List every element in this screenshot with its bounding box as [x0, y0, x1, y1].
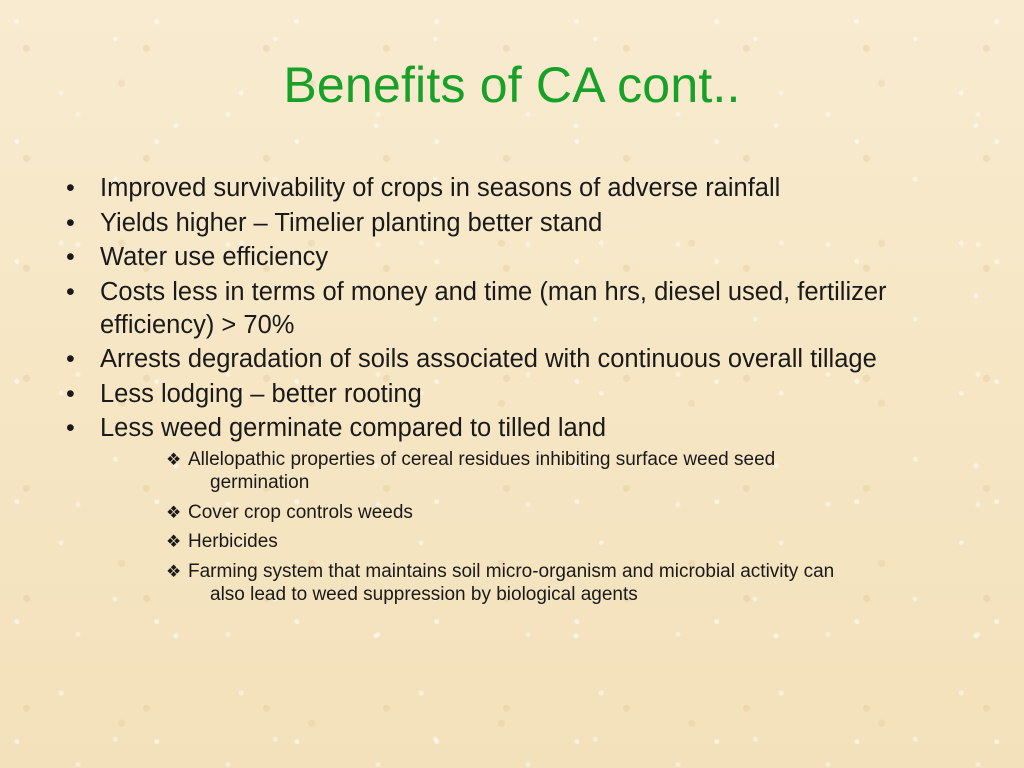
bullet-icon: • [66, 174, 75, 202]
list-item-label: Costs less in terms of money and time (man hrs, diesel used, fertilizer efficiency) > 70% [100, 277, 887, 339]
bullet-icon: • [66, 208, 75, 237]
list-item-label: Yields higher – Timelier planting better stand [100, 208, 603, 237]
bullet-icon: • [66, 277, 75, 306]
page-title: Benefits of CA cont.. [283, 57, 741, 113]
list-item [166, 561, 968, 607]
list-item-label: Cover crop controls weeds [188, 501, 413, 523]
diamond-bullet-icon: ❖ [166, 450, 182, 469]
bullet-icon: • [66, 414, 75, 443]
bullet-icon: • [66, 243, 75, 272]
slide-body [52, 172, 968, 614]
list-item [52, 207, 968, 240]
list-item [52, 412, 968, 606]
list-item [166, 531, 968, 554]
diamond-bullet-icon: ❖ [166, 502, 182, 522]
sub-bullet-list [100, 449, 968, 607]
list-item-label: Less weed germinate compared to tilled land [100, 414, 607, 443]
list-item-label: Water use efficiency [100, 243, 329, 272]
bullet-list [52, 172, 968, 607]
list-item-label-continued: germination [210, 471, 310, 493]
list-item-label: Improved survivability of crops in seasons of adverse rainfall [100, 174, 781, 202]
list-item-label: Allelopathic properties of cereal residues inhibiting surface weed seed [188, 449, 776, 470]
list-item [52, 241, 968, 274]
list-item [52, 172, 968, 205]
list-item-label: Farming system that maintains soil micro-organism and microbial activity can [188, 561, 835, 583]
list-item [166, 502, 968, 525]
diamond-bullet-icon: ❖ [166, 562, 182, 582]
list-item [52, 276, 968, 341]
diamond-bullet-icon: ❖ [166, 532, 182, 552]
list-item [166, 449, 968, 495]
list-item-label: Arrests degradation of soils associated with continuous overall tillage [100, 345, 877, 374]
list-item-label-continued: also lead to weed suppression by biological agents [210, 583, 638, 605]
list-item [52, 378, 968, 411]
list-item-label: Herbicides [188, 531, 278, 553]
bullet-icon: • [66, 345, 75, 374]
list-item [52, 343, 968, 376]
bullet-icon: • [66, 379, 75, 408]
list-item-label: Less lodging – better rooting [100, 379, 422, 408]
